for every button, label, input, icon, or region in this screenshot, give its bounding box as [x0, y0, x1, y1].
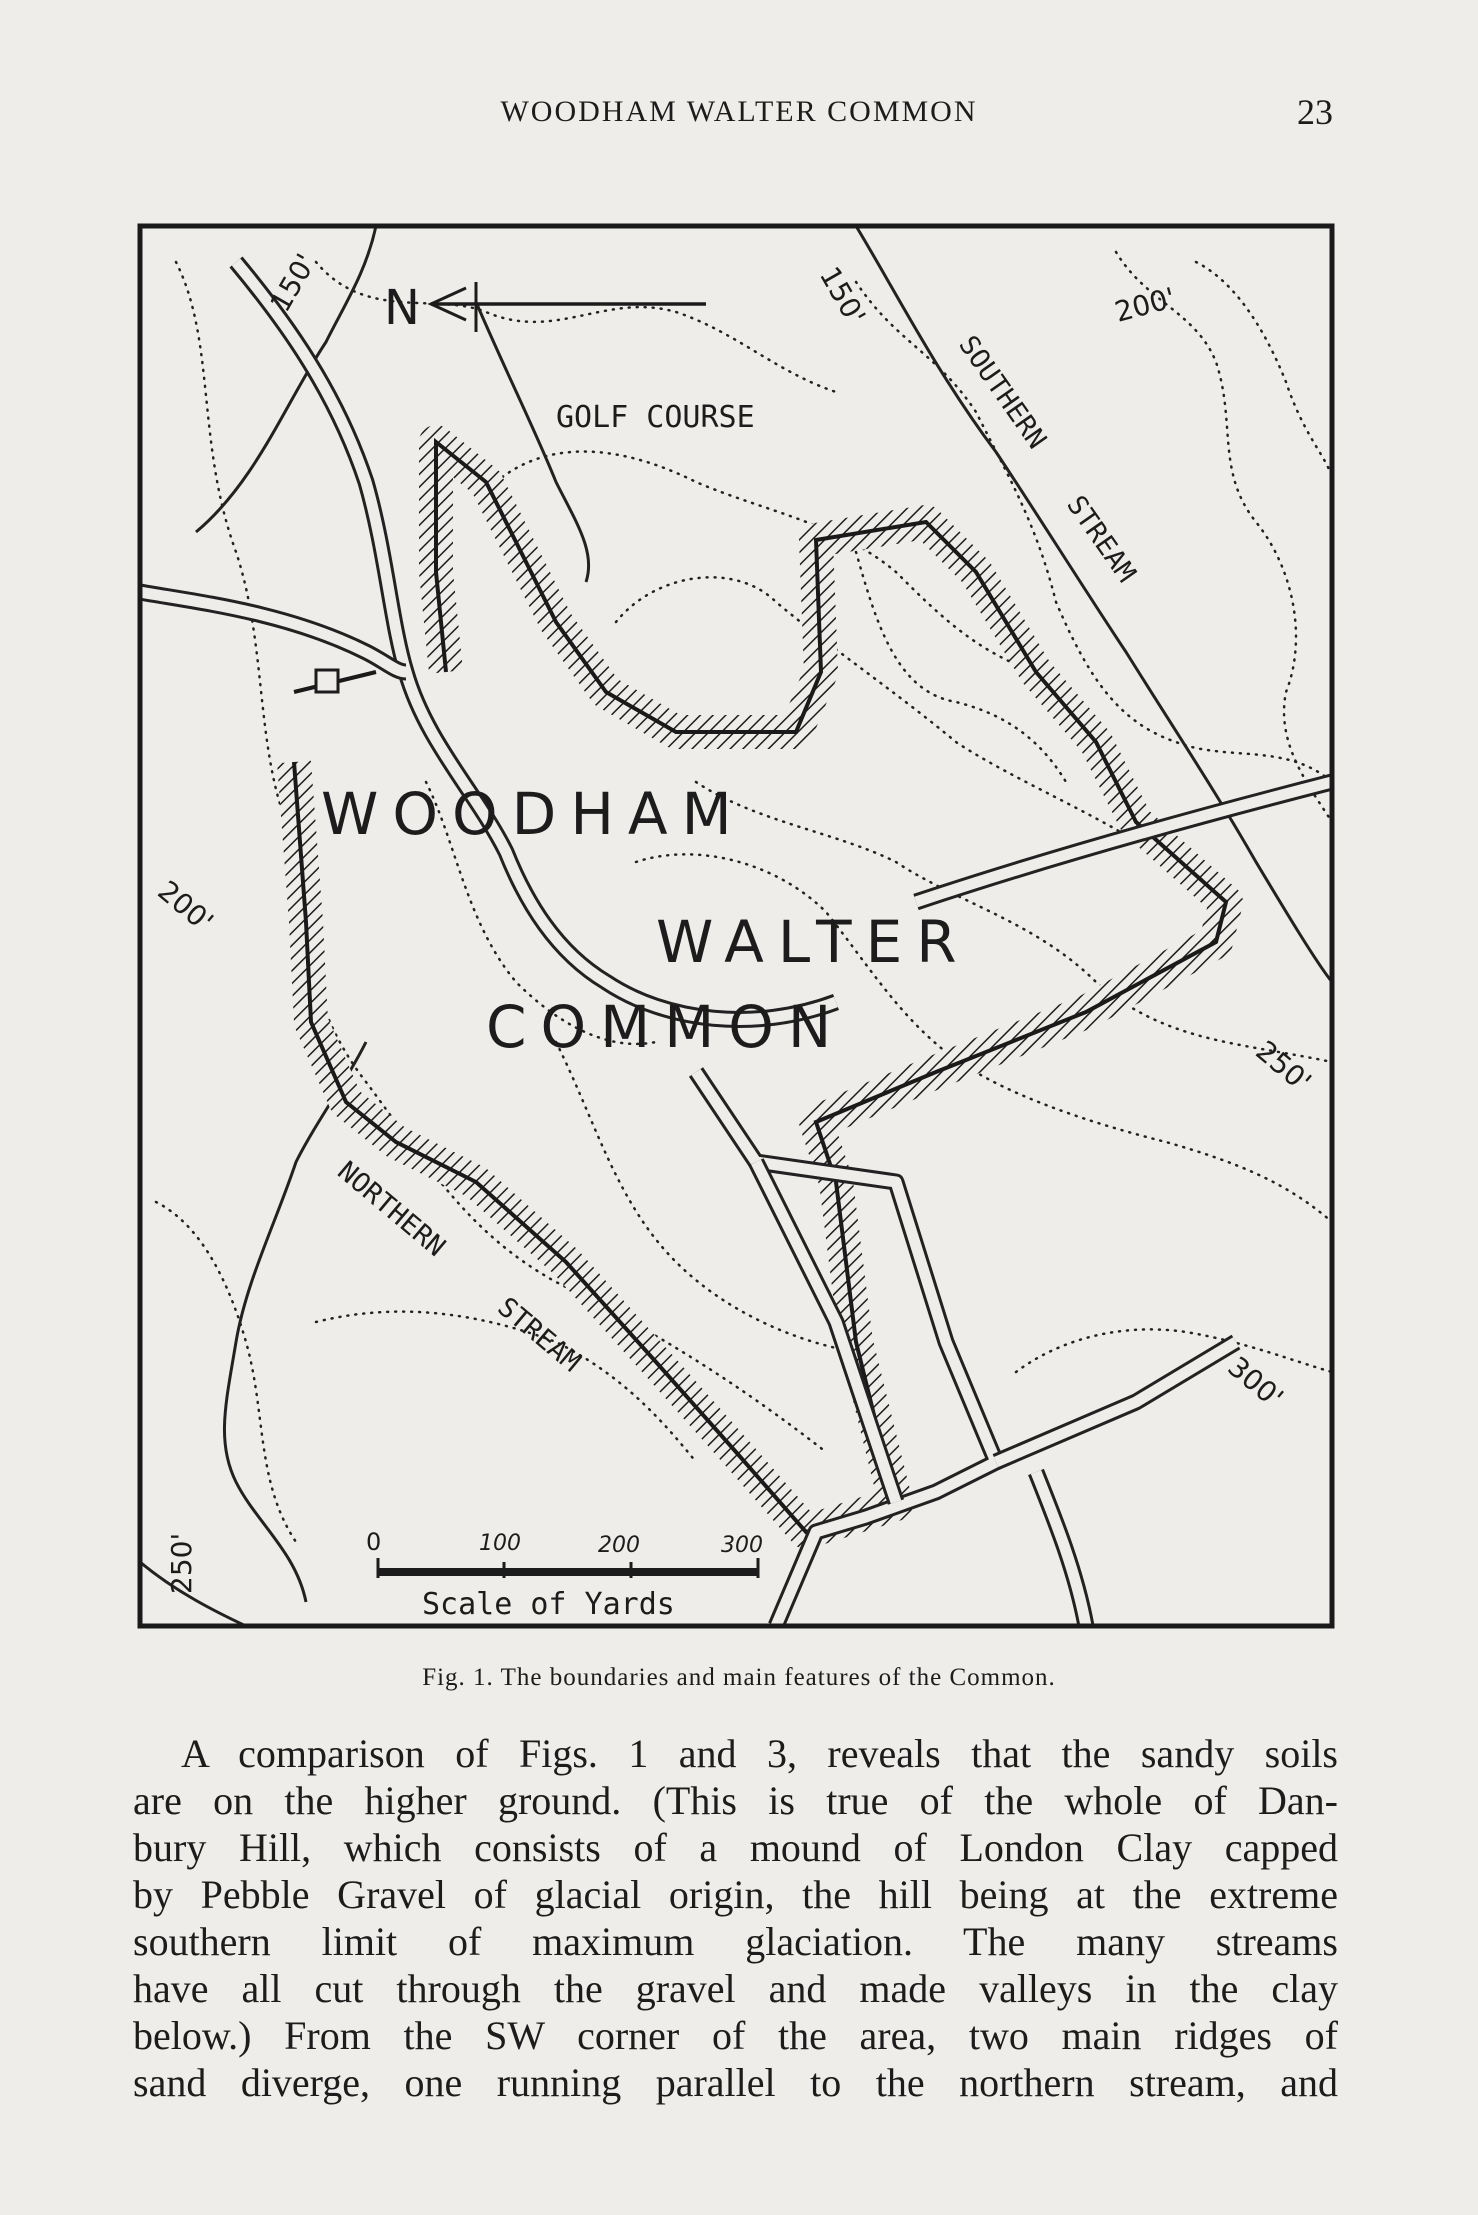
contour-label: 150' [812, 261, 873, 331]
common-name-line-2: WALTER [656, 908, 971, 976]
common-boundary-hatching [294, 442, 1226, 1532]
body-line: are on the higher ground. (This is true of the whole of Dan- [133, 1778, 1338, 1823]
figure-caption: Fig. 1. The boundaries and main features of the Common. [422, 1664, 1056, 1691]
contour-line [1116, 252, 1332, 822]
northern-stream [224, 1042, 366, 1602]
contour-label: 300' [1221, 1350, 1290, 1415]
north-label: N [384, 280, 420, 336]
scale-tick-label: 200 [598, 1533, 640, 1558]
contour-line [1016, 1329, 1332, 1372]
golf-course-label: GOLF COURSE [556, 400, 755, 435]
building-square [316, 670, 338, 692]
common-name-line-1: WOODHAM [321, 780, 746, 848]
contour-label: 200' [151, 874, 220, 939]
body-text [133, 1730, 1338, 2106]
contour-line [156, 1202, 296, 1542]
scale-tick-label: 0 [366, 1528, 382, 1556]
scale-label: Scale of Yards [422, 1587, 675, 1622]
contour-line [1196, 262, 1332, 482]
northern-stream-label-2: STREAM [491, 1291, 587, 1379]
body-line: bury Hill, which consists of a mound of London Clay capped [133, 1825, 1338, 1870]
running-title: WOODHAM WALTER COMMON [500, 95, 978, 128]
common-name-line-3: COMMON [486, 993, 846, 1061]
road [1036, 1472, 1086, 1626]
page-number: 23 [1297, 92, 1333, 132]
southern-stream [856, 226, 1332, 982]
contour-label: 200' [1111, 281, 1179, 329]
map-figure [136, 222, 1336, 1630]
northern-stream-label-1: NORTHERN [331, 1155, 452, 1263]
contour-label: 250' [165, 1532, 198, 1594]
southern-stream-label-2: STREAM [1060, 490, 1142, 588]
southern-stream-label-1: SOUTHERN [952, 330, 1053, 455]
running-head [0, 92, 1478, 145]
body-line: below.) From the SW corner of the area, two main ridges of [133, 2013, 1338, 2058]
scale-tick-label: 300 [721, 1533, 763, 1558]
contour-label: 150' [263, 248, 323, 318]
contour-label: 250' [1249, 1034, 1318, 1099]
body-line: southern limit of maximum glaciation. The many streams [133, 1919, 1338, 1964]
body-line: sand diverge, one running parallel to the northern stream, and [133, 2060, 1338, 2105]
map-svg [136, 222, 1336, 1630]
body-line: have all cut through the gravel and made valleys in the clay [133, 1966, 1338, 2011]
north-arrow [384, 280, 706, 336]
scale-bar [366, 1528, 763, 1622]
body-line: by Pebble Gravel of glacial origin, the hill being at the extreme [133, 1872, 1338, 1917]
scale-tick-label: 100 [479, 1531, 521, 1556]
body-line: A comparison of Figs. 1 and 3, reveals that the sandy soils [181, 1731, 1338, 1776]
